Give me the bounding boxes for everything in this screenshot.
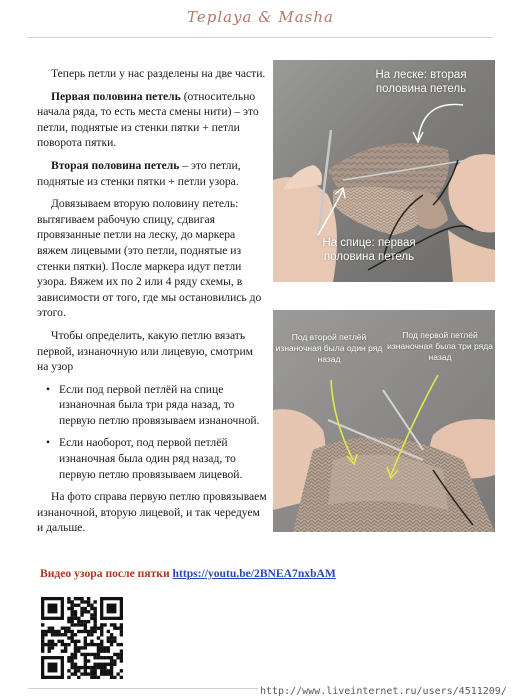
bullet-text: Если под первой петлёй на спице изнаночная была три ряда назад, то первую петлю провязываем изнаночной. [59,382,260,427]
paragraph-3-bold: Вторая половина петель [51,158,180,172]
paragraph-6: На фото справа первую петлю провязываем изнаночной, вторую лицевой, и так чередуем и дальше. [37,490,267,535]
video-line [40,567,500,580]
video-label: Видео узора после пятки [40,567,173,580]
paragraph-2 [37,89,267,151]
paragraph-4: Довязываем вторую половину петель: вытягиваем рабочую спицу, сдвигая провязанные петли на леску, до маркера вяжем лицевыми (это петли, поднятые из стенки пятки). После маркера идут петли узора. Вяжем их по 2 или 4 ряду схемы, в зависимости от того, где мы остановились до этого. [37,197,262,320]
header-divider [28,37,492,38]
paragraph-2-bold: Первая половина петель [51,89,181,103]
knitting-photo-needles [273,60,495,282]
photo-caption-cable: На леске: вторая половина петель [375,69,467,95]
bullet-icon: • [45,382,51,396]
paragraph-5: Чтобы определить, какую петлю вязать первой, изнаночную или лицевую, смотрим на узор [37,328,254,374]
brand-logo: Teplaya & Masha [187,8,334,26]
video-link[interactable]: https://youtu.be/2BNEA7nxbAM [172,567,336,580]
bullet-text: Если наоборот, под первой петлёй изнаночная была один ряд назад, то первую петлю провязываем лицевой. [59,436,243,481]
knitting-photo-stitches [273,310,495,532]
instruction-text [37,66,267,543]
qr-code-icon [41,597,123,679]
bullet-icon: • [45,436,51,450]
paragraph-2-rest: (относительно начала ряда, то есть места смены нити) – это петли, поднятые из стенки пятки + петли поворота пятки. [37,89,259,150]
source-watermark: http://www.liveinternet.ru/users/4511209/ [260,686,507,697]
bullet-item-2 [37,435,267,482]
photo-caption-second-loop: Под второй петлёй изнаночная была один ряд назад [275,332,383,364]
photo-caption-first-loop: Под первой петлёй изнаночная была три ряда назад [387,330,493,362]
paragraph-1: Теперь петли у нас разделены на две части. [51,67,266,80]
bullet-item-1 [37,382,267,429]
paragraph-3 [37,158,267,189]
paragraph-3-rest: – это петли, поднятые из стенки пятки + петли узора. [37,158,241,188]
photo-caption-needle: На спице: первая половина петель [322,237,416,263]
